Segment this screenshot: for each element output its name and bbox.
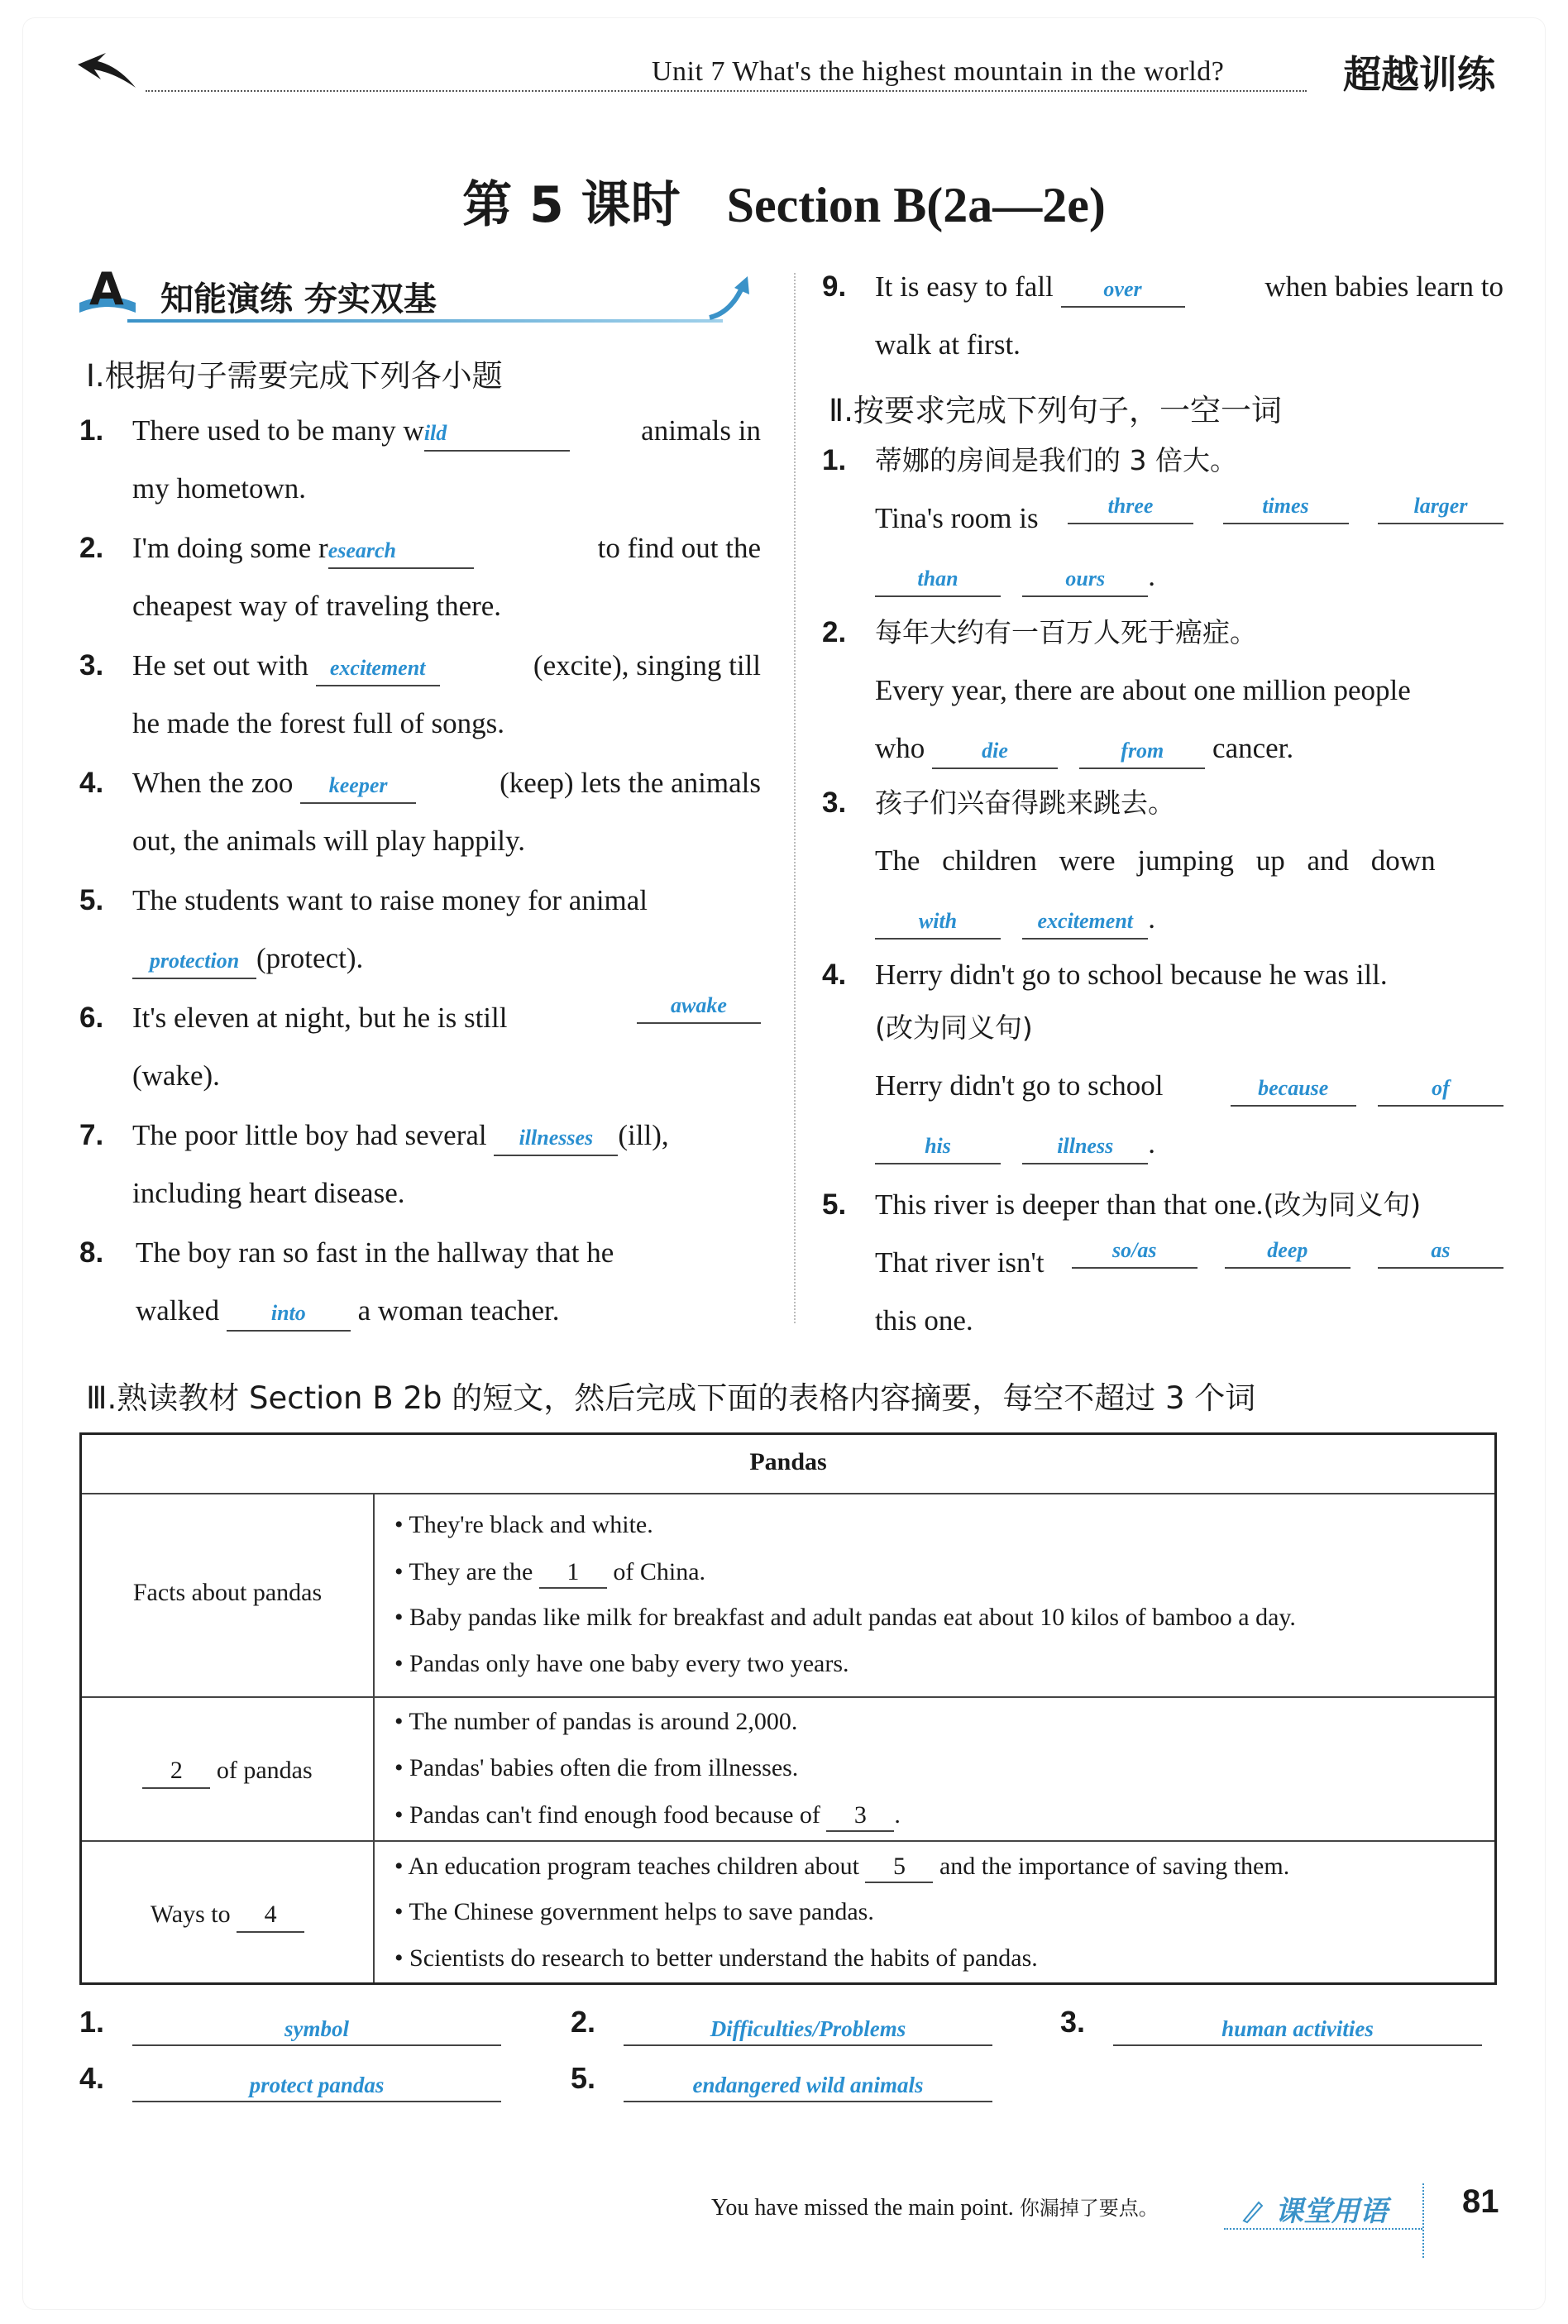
p2-q4-text-b: Herry didn't go to school — [875, 1069, 1164, 1102]
unit-title: Unit 7 What's the highest mountain in the world? — [652, 56, 1225, 87]
swoosh-arrow-icon — [706, 271, 756, 321]
q7-number: 7. — [79, 1119, 104, 1151]
answer-1-number: 1. — [79, 2005, 105, 2039]
p2-q5-text: This river is deeper than that one. — [875, 1188, 1264, 1221]
row3-label-text: Ways to — [150, 1901, 231, 1928]
p2-q2-number: 2. — [822, 616, 847, 648]
row1-line3: • Baby pandas like milk for breakfast and adult pandas eat about 10 kilos of bamboo a day. — [394, 1604, 1296, 1631]
answer-4-blank[interactable]: protect pandas — [132, 2069, 501, 2102]
footer-dotted-rule — [1224, 2228, 1422, 2230]
q7-blank[interactable]: illnesses — [494, 1121, 618, 1156]
q8-text: The boy ran so fast in the hallway that he — [136, 1236, 614, 1269]
q1-text: There used to be many w — [132, 414, 424, 447]
q4-text-c: out, the animals will play happily. — [132, 825, 526, 857]
q5-text-b: (protect). — [256, 942, 364, 974]
p2-q4-blank-4[interactable]: illness — [1022, 1130, 1148, 1164]
row2-line3-c: . — [894, 1801, 901, 1829]
q2-item — [79, 519, 761, 635]
row3-line1-a: • An education program teaches children about — [394, 1853, 859, 1880]
row2-line3-a: • Pandas can't find enough food because of — [394, 1801, 820, 1829]
row3-line3: • Scientists do research to better understand the habits of pandas. — [394, 1944, 1038, 1972]
p2-q3-end: . — [1148, 902, 1155, 935]
q8-text-b: walked — [136, 1294, 220, 1327]
table-blank-1[interactable]: 1 — [539, 1557, 607, 1589]
row3-label — [82, 1898, 373, 1933]
p2-q4-blank-1[interactable]: because — [1231, 1072, 1356, 1107]
p2-q2-end: cancer. — [1212, 732, 1294, 764]
p2-q2-text: Every year, there are about one million people — [875, 674, 1411, 706]
p2-q4-end: . — [1148, 1127, 1155, 1160]
table-rule-3 — [82, 1840, 1494, 1842]
p2-q4-note: (改为同义句) — [875, 1011, 1033, 1044]
p2-q2-blank-1[interactable]: die — [932, 734, 1058, 769]
column-divider — [794, 273, 796, 1323]
p2-q5-text-b: That river isn't — [875, 1246, 1045, 1279]
p2-q4-item — [822, 946, 1503, 1173]
q6-blank[interactable]: awake — [637, 989, 761, 1024]
answer-4-number: 4. — [79, 2061, 105, 2095]
section-a-badge — [78, 263, 137, 319]
answer-5 — [571, 2061, 1001, 2101]
q8-text-c: a woman teacher. — [357, 1294, 560, 1327]
p2-q4-blank-2[interactable]: of — [1378, 1072, 1503, 1107]
q4-text-b: (keep) lets the animals — [500, 767, 761, 799]
q9-number: 9. — [822, 270, 847, 303]
table-blank-4[interactable]: 4 — [237, 1898, 304, 1933]
row3-line1-c: and the importance of saving them. — [939, 1853, 1290, 1880]
answer-2-number: 2. — [571, 2005, 596, 2039]
part2-heading: Ⅱ.按要求完成下列句子，一空一词 — [829, 393, 1282, 428]
p2-q1-text: Tina's room is — [875, 502, 1039, 534]
q5-text: The students want to raise money for animal — [132, 884, 648, 916]
q6-item — [79, 989, 761, 1105]
q9-text-c: walk at first. — [875, 328, 1021, 361]
q2-blank[interactable]: esearch — [328, 534, 474, 569]
part3-heading: Ⅲ.熟读教材 Section B 2b 的短文，然后完成下面的表格内容摘要，每空不超过 3 个词 — [86, 1380, 1256, 1416]
footer-vertical-rule — [1422, 2183, 1424, 2258]
q7-text: The poor little boy had several — [132, 1119, 487, 1151]
table-blank-3[interactable]: 3 — [826, 1800, 894, 1832]
q7-text-b: (ill), — [618, 1119, 669, 1151]
q1-number: 1. — [79, 414, 104, 447]
lesson-section: Section B(2a—2e) — [726, 178, 1106, 232]
row2-line2: • Pandas' babies often die from illnesses. — [394, 1754, 799, 1781]
answer-2 — [571, 2005, 1001, 2044]
p2-q5-number: 5. — [822, 1188, 847, 1221]
q6-text-b: (wake). — [132, 1059, 220, 1092]
summary-table — [79, 1432, 1497, 1985]
p2-q2-text-b: who — [875, 732, 925, 764]
q9-text: It is easy to fall — [875, 270, 1054, 303]
row1-line4: • Pandas only have one baby every two years. — [394, 1650, 849, 1677]
q9-item — [822, 258, 1503, 374]
part1-heading: Ⅰ.根据句子需要完成下列各小题 — [86, 358, 503, 394]
p2-q1-blank-5[interactable]: ours — [1022, 562, 1148, 597]
answer-1 — [79, 2005, 509, 2044]
p2-q3-blank-2[interactable]: excitement — [1022, 905, 1148, 940]
row1-line1: • They're black and white. — [394, 1511, 653, 1538]
q9-text-b: when babies learn to — [1264, 270, 1503, 303]
p2-q1-blank-1[interactable]: three — [1068, 490, 1193, 524]
row1-line2-a: • They are the — [394, 1558, 533, 1585]
back-arrow-icon — [73, 48, 139, 93]
q3-text-b: (excite), singing till — [533, 649, 761, 681]
p2-q3-number: 3. — [822, 787, 847, 819]
q8-number: 8. — [79, 1236, 104, 1269]
q1-text-b: animals in — [641, 414, 761, 447]
row1-label: Facts about pandas — [132, 1579, 323, 1606]
p2-q1-blank-4[interactable]: than — [875, 562, 1001, 597]
p2-q1-blank-3[interactable]: larger — [1378, 490, 1503, 524]
q2-text-c: cheapest way of traveling there. — [132, 590, 502, 622]
q5-item — [79, 872, 761, 987]
row2-label — [82, 1754, 373, 1789]
p2-q4-text: Herry didn't go to school because he was ill. — [875, 959, 1388, 991]
p2-q2-blank-2[interactable]: from — [1079, 734, 1205, 769]
footer-phrase-cn: 你漏掉了要点。 — [1019, 2197, 1159, 2220]
q4-blank[interactable]: keeper — [300, 769, 416, 804]
answer-5-number: 5. — [571, 2061, 596, 2095]
answer-2-blank[interactable]: Difficulties/Problems — [624, 2013, 992, 2046]
section-a-banner — [78, 263, 756, 329]
lesson-number: 第 5 课时 — [462, 176, 681, 234]
p2-q3-blank-1[interactable]: with — [875, 905, 1001, 940]
answer-3-blank[interactable]: human activities — [1113, 2013, 1482, 2046]
p2-q3-item — [822, 774, 1503, 948]
row2-line1: • The number of pandas is around 2,000. — [394, 1708, 798, 1735]
p2-q3-text: The children were jumping up and down — [875, 844, 1436, 877]
section-a-title: 知能演练 夯实双基 — [160, 280, 437, 318]
q3-text: He set out with — [132, 649, 308, 681]
q6-number: 6. — [79, 1002, 104, 1034]
page-header — [73, 43, 1495, 97]
brand-title: 超越训练 — [1343, 52, 1495, 97]
answer-3 — [1060, 2005, 1490, 2044]
p2-q2-item — [822, 604, 1503, 777]
answer-3-number: 3. — [1060, 2005, 1086, 2039]
q3-blank[interactable]: excitement — [316, 652, 440, 686]
p2-q2-chinese: 每年大约有一百万人死于癌症。 — [875, 616, 1257, 648]
q3-text-c: he made the forest full of songs. — [132, 707, 505, 739]
table-caption: Pandas — [749, 1448, 827, 1475]
p2-q1-chinese: 蒂娜的房间是我们的 3 倍大。 — [875, 444, 1237, 476]
p2-q1-blank-2[interactable]: times — [1223, 490, 1349, 524]
pen-icon — [1241, 2199, 1265, 2224]
p2-q3-chinese: 孩子们兴奋得跳来跳去。 — [875, 787, 1175, 819]
p2-q1-item — [822, 432, 1503, 605]
q9-blank[interactable]: over — [1061, 273, 1185, 308]
row2-line3 — [394, 1800, 901, 1832]
q2-text-b: to find out the — [597, 532, 761, 564]
table-blank-5[interactable]: 5 — [865, 1852, 933, 1883]
p2-q5-blank-3[interactable]: as — [1378, 1234, 1503, 1269]
row1-line2-c: of China. — [613, 1558, 706, 1585]
q5-number: 5. — [79, 884, 104, 916]
q5-blank[interactable]: protection — [132, 944, 256, 979]
p2-q4-blank-3[interactable]: his — [875, 1130, 1001, 1164]
footer-phrase — [711, 2192, 1159, 2221]
table-blank-2[interactable]: 2 — [142, 1754, 210, 1789]
q4-number: 4. — [79, 767, 104, 799]
table-rule-1 — [82, 1493, 1494, 1494]
q1-blank[interactable]: ild — [424, 417, 570, 452]
q1-item — [79, 402, 761, 518]
footer-brand-text: 课堂用语 — [1274, 2195, 1388, 2228]
q7-text-c: including heart disease. — [132, 1177, 405, 1209]
table-column-rule — [373, 1493, 375, 1982]
q2-text: I'm doing some r — [132, 532, 328, 564]
footer-brand — [1241, 2188, 1388, 2229]
p2-q4-number: 4. — [822, 959, 847, 991]
q8-item — [79, 1224, 761, 1340]
page-number: 81 — [1462, 2183, 1499, 2220]
p2-q5-end: this one. — [875, 1304, 973, 1337]
row1-line2 — [394, 1557, 705, 1589]
table-rule-2 — [82, 1696, 1494, 1698]
q6-text: It's eleven at night, but he is still — [132, 1002, 508, 1034]
q8-blank[interactable]: into — [227, 1297, 351, 1332]
q1-text-c: my hometown. — [132, 472, 306, 504]
answer-5-blank[interactable]: endangered wild animals — [624, 2069, 992, 2102]
q4-text: When the zoo — [132, 767, 294, 799]
q3-item — [79, 637, 761, 753]
answer-1-blank[interactable]: symbol — [132, 2013, 501, 2046]
p2-q1-end: . — [1148, 560, 1155, 592]
header-rule — [146, 90, 1307, 92]
section-a-letter: A — [89, 263, 124, 315]
q2-number: 2. — [79, 532, 104, 564]
row3-line1 — [394, 1852, 1289, 1883]
lesson-title — [0, 165, 1568, 237]
p2-q5-item — [822, 1176, 1503, 1350]
q4-item — [79, 754, 761, 870]
p2-q5-blank-1[interactable]: so/as — [1072, 1234, 1198, 1269]
p2-q5-blank-2[interactable]: deep — [1225, 1234, 1350, 1269]
p2-q1-number: 1. — [822, 444, 847, 476]
row3-line2: • The Chinese government helps to save pandas. — [394, 1898, 874, 1925]
row2-label-text: of pandas — [216, 1757, 313, 1784]
q7-item — [79, 1107, 761, 1222]
footer-phrase-en: You have missed the main point. — [711, 2195, 1014, 2221]
p2-q5-note: (改为同义句) — [1263, 1188, 1422, 1221]
q3-number: 3. — [79, 649, 104, 681]
answer-4 — [79, 2061, 509, 2101]
